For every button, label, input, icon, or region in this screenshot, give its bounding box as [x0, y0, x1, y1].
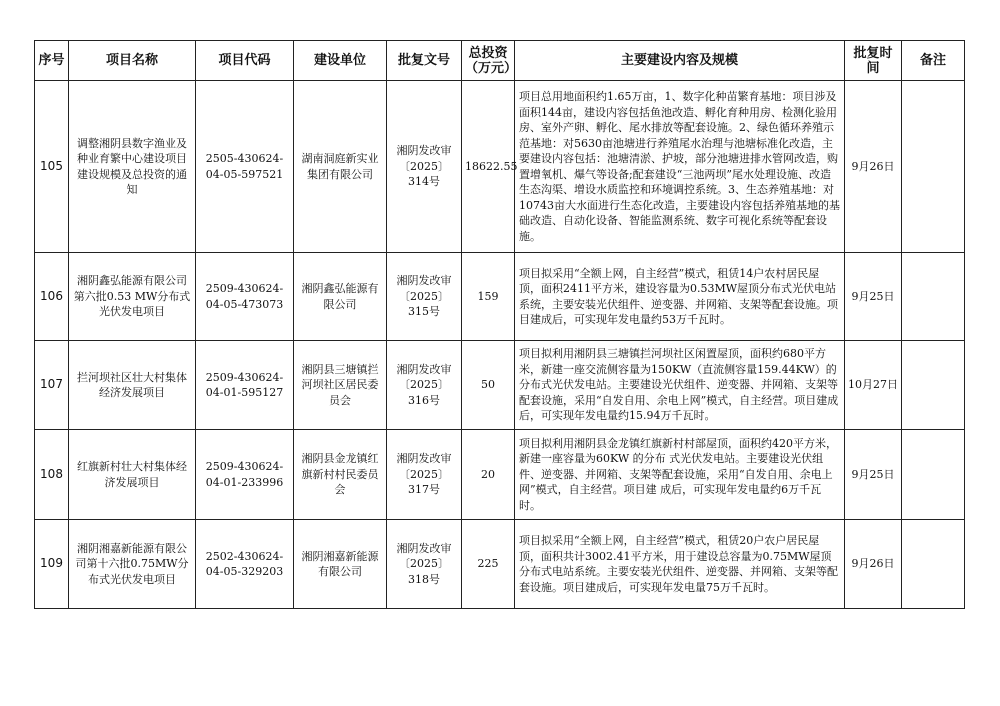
table-row: [35, 81, 965, 253]
cell-construction-unit: 湘阴县金龙镇红旗新村村民委员会: [294, 430, 387, 520]
cell-approval-doc: 湘阴发改审〔2025〕317号: [387, 430, 462, 520]
cell-seq: 106: [35, 253, 69, 341]
cell-main-content: 项目拟采用“全额上网，自主经营”模式，租赁20户农户居民屋顶，面积共计3002.41平方米，用于建设总容量为0.75MW屋顶分布式电站系统。主要安装光伏组件、逆变器、并网箱、支架等配套设施。项目建成后，可实现年发电量75万千瓦时。: [515, 520, 845, 609]
project-approval-table: [34, 40, 965, 609]
table-row: [35, 520, 965, 609]
cell-seq: 108: [35, 430, 69, 520]
cell-project-name: 湘阴湘嘉新能源有限公司第十六批0.75MW分布式光伏发电项目: [69, 520, 196, 609]
cell-total-investment: 20: [462, 430, 515, 520]
cell-project-code: 2505-430624-04-05-597521: [196, 81, 294, 253]
table-row: [35, 253, 965, 341]
header-construction-unit: 建设单位: [294, 41, 387, 81]
cell-project-code: 2502-430624-04-05-329203: [196, 520, 294, 609]
cell-project-name: 红旗新村壮大村集体经济发展项目: [69, 430, 196, 520]
cell-seq: 109: [35, 520, 69, 609]
header-approval-date: 批复时间: [845, 41, 902, 81]
header-row: [35, 41, 965, 81]
cell-approval-date: 9月26日: [845, 520, 902, 609]
header-seq: 序号: [35, 41, 69, 81]
cell-total-investment: 225: [462, 520, 515, 609]
cell-note: [902, 430, 965, 520]
cell-project-name: 拦河坝社区壮大村集体经济发展项目: [69, 341, 196, 430]
cell-approval-doc: 湘阴发改审〔2025〕314号: [387, 81, 462, 253]
cell-total-investment: 18622.55: [462, 81, 515, 253]
cell-total-investment: 159: [462, 253, 515, 341]
header-project-code: 项目代码: [196, 41, 294, 81]
cell-note: [902, 520, 965, 609]
cell-project-code: 2509-430624-04-05-473073: [196, 253, 294, 341]
cell-main-content: 项目拟利用湘阴县三塘镇拦河坝社区闲置屋顶，面积约680平方米，新建一座交流侧容量为150KW（直流侧容量159.44KW）的分布式光伏发电站。主要建设光伏组件、逆变器、并网箱、支架等配套设施，采用“自发自用、余电上网”模式，自主经营。项目建成后，可实现年发电量约15.94万千瓦时。: [515, 341, 845, 430]
cell-project-code: 2509-430624-04-01-595127: [196, 341, 294, 430]
cell-approval-date: 9月26日: [845, 81, 902, 253]
cell-construction-unit: 湘阴县三塘镇拦河坝社区居民委员会: [294, 341, 387, 430]
cell-approval-date: 9月25日: [845, 430, 902, 520]
cell-approval-doc: 湘阴发改审〔2025〕316号: [387, 341, 462, 430]
cell-project-name: 调整湘阴县数字渔业及种业育繁中心建设项目建设规模及总投资的通知: [69, 81, 196, 253]
header-main-content: 主要建设内容及规模: [515, 41, 845, 81]
cell-project-name: 湘阴鑫弘能源有限公司第六批0.53 MW分布式光伏发电项目: [69, 253, 196, 341]
header-note: 备注: [902, 41, 965, 81]
table-row: [35, 430, 965, 520]
cell-main-content: 项目总用地面积约1.65万亩，1、数字化种苗繁育基地：项目涉及面积144亩，建设内容包括鱼池改造、孵化育种用房、检测化验用房、室外产卵、孵化、尾水排放等配套设施。2、绿色循环养殖示范基地：对5630亩池塘进行养殖尾水治理与池塘标准化改造，主要建设内容包括：池塘清淤、护坡，部分池塘进排水管网改造，购置增氧机、爆气等设备;配套建设“三池两坝”尾水处理设施、改造生态沟渠、增设水质监控和环境调控系统。3、生态养殖基地：对10743亩大水面进行生态化改造，主要建设内容包括养殖基地的基础改造、自动化设备、智能监测系统、数字可视化系统等配套设施。: [515, 81, 845, 253]
cell-main-content: 项目拟利用湘阴县金龙镇红旗新村村部屋顶，面积约420平方米，新建一座容量为60KW 的分布 式光伏发电站。主要建设光伏组件、逆变器、并网箱、支架等配套设施，采用“自发自用、余电上网”模式，自主经营。项目建 成后，可实现年发电量约6万千瓦时。: [515, 430, 845, 520]
cell-seq: 105: [35, 81, 69, 253]
cell-note: [902, 81, 965, 253]
cell-approval-doc: 湘阴发改审〔2025〕315号: [387, 253, 462, 341]
cell-approval-date: 10月27日: [845, 341, 902, 430]
cell-seq: 107: [35, 341, 69, 430]
cell-construction-unit: 湘阴湘嘉新能源有限公司: [294, 520, 387, 609]
cell-main-content: 项目拟采用“全额上网，自主经营”模式，租赁14户农村居民屋顶，面积2411平方米，建设容量为0.53MW屋顶分布式光伏电站系统，主要安装光伏组件、逆变器、并网箱、支架等配套设施。项目建成后，可实现年发电量约53万千瓦时。: [515, 253, 845, 341]
cell-construction-unit: 湘阴鑫弘能源有限公司: [294, 253, 387, 341]
table-row: [35, 341, 965, 430]
cell-note: [902, 341, 965, 430]
cell-construction-unit: 湖南洞庭新实业集团有限公司: [294, 81, 387, 253]
cell-project-code: 2509-430624-04-01-233996: [196, 430, 294, 520]
cell-approval-date: 9月25日: [845, 253, 902, 341]
header-total-investment: 总投资（万元）: [462, 41, 515, 81]
cell-approval-doc: 湘阴发改审〔2025〕318号: [387, 520, 462, 609]
cell-note: [902, 253, 965, 341]
header-approval-doc: 批复文号: [387, 41, 462, 81]
cell-total-investment: 50: [462, 341, 515, 430]
header-project-name: 项目名称: [69, 41, 196, 81]
